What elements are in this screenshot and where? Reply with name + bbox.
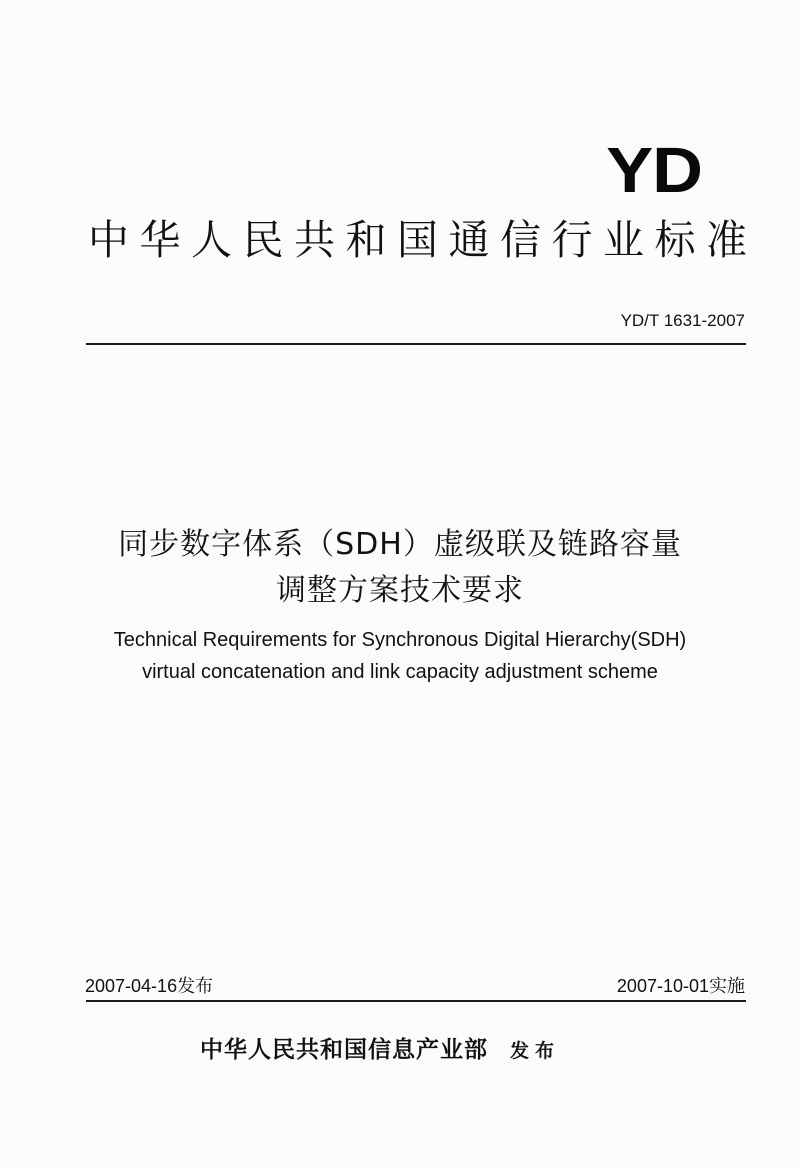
header-divider <box>86 343 746 345</box>
effective-date: 2007-10-01实施 <box>616 976 745 996</box>
document-title-english <box>40 624 760 688</box>
title-en-line-2: virtual concatenation and link capacity adjustment scheme <box>142 661 658 683</box>
title-cn-line-1: 同步数字体系（SDH）虚级联及链路容量 <box>118 527 682 562</box>
footer-divider <box>86 1000 746 1002</box>
standard-code: YD/T 1631-2007 <box>620 311 745 330</box>
standard-category-title: 中华人民共和国通信行业标准 <box>88 216 748 264</box>
issuing-authority <box>200 1034 560 1067</box>
issuer-name: 中华人民共和国信息产业部 <box>200 1036 488 1063</box>
publish-date: 2007-04-16发布 <box>85 976 214 996</box>
yd-logo: YD <box>606 134 702 206</box>
title-cn-line-2: 调整方案技术要求 <box>276 573 524 608</box>
issuer-action: 发布 <box>510 1040 561 1062</box>
title-en-line-1: Technical Requirements for Synchronous Digital Hierarchy(SDH) <box>113 629 687 651</box>
document-title-chinese <box>55 522 745 614</box>
